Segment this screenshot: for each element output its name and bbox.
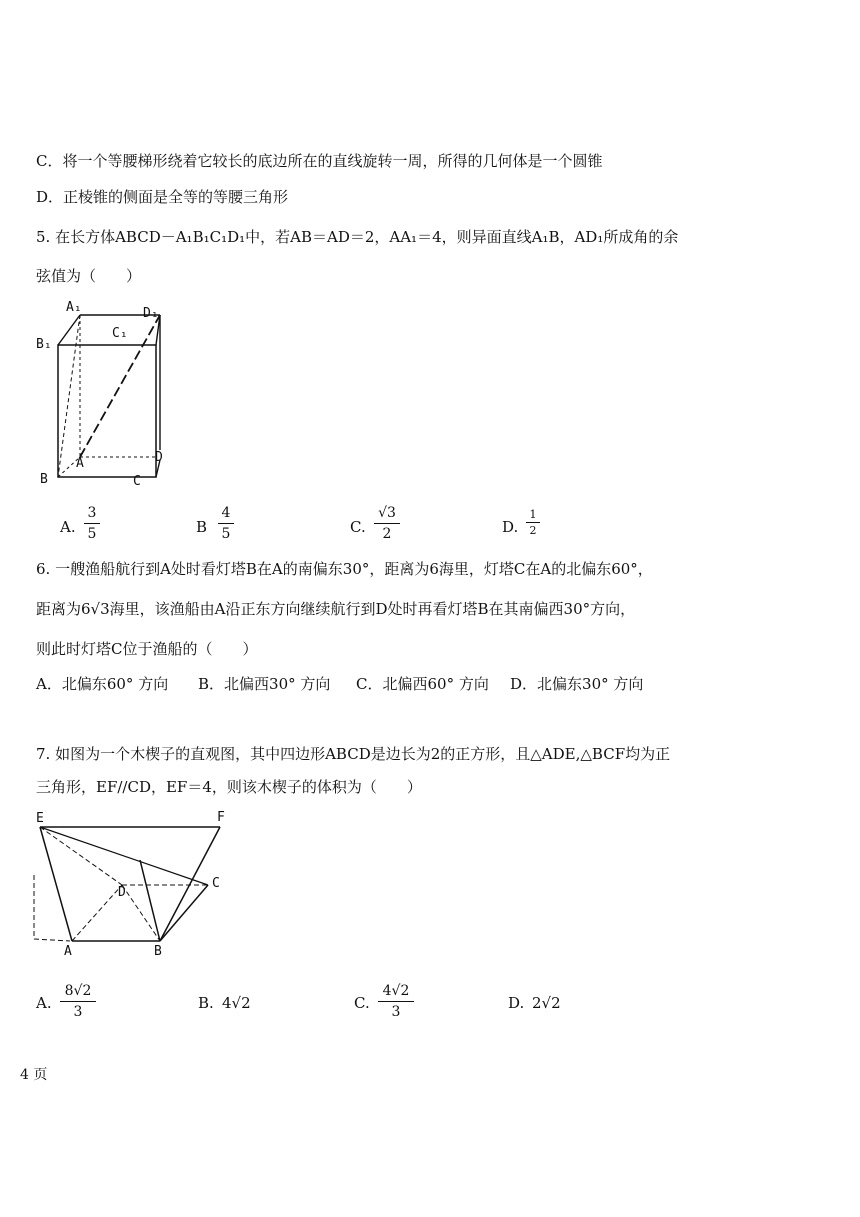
q6-stem-line1: 6. 一艘渔船航行到A处时看灯塔B在A的南偏东30°，距离为6海里，灯塔C在A的北偏东60°， [36,560,653,578]
q7-label-b: B [154,944,162,959]
q7-option-a-letter: A. [36,994,52,1012]
q7-label-e: E [36,811,44,826]
q5-option-c-fraction: √3 2 [374,504,400,543]
q7-option-a-fraction: 8√2 3 [60,982,96,1021]
page-number: 4 页 [20,1067,48,1083]
q7-option-c-letter: C. [354,994,370,1012]
q7-option-d-value: 2√2 [532,994,561,1012]
q5-stem-line1: 5. 在长方体ABCD－A₁B₁C₁D₁中，若AB＝AD＝2，AA₁＝4，则异面直线A₁B，AD₁所成角的余 [36,228,679,246]
q7-option-b-letter: B. [198,994,214,1012]
q5-label-d: D [155,450,163,465]
q5-label-a: A [76,456,84,471]
q6-option-c: C．北偏西60° 方向 [356,675,489,693]
q5-label-c1: C₁ [112,326,128,341]
q7-option-b-value: 4√2 [222,994,251,1012]
q5-option-a-fraction: 3 5 [84,504,100,543]
q7-stem-line2: 三角形，EF//CD，EF＝4，则该木楔子的体积为（ ） [36,778,422,796]
q7-label-f: F [217,810,225,825]
q6-option-a: A．北偏东60° 方向 [36,675,169,693]
q7-option-d-letter: D. [508,994,525,1012]
q6-option-b: B．北偏西30° 方向 [198,675,331,693]
q6-option-d: D．北偏东30° 方向 [510,675,644,693]
q5-option-d-letter: D. [502,518,519,536]
q4-option-d: D．正棱锥的侧面是全等的等腰三角形 [36,188,289,206]
q5-option-a-letter: A. [60,518,76,536]
q4-option-c: C．将一个等腰梯形绕着它较长的底边所在的直线旋转一周，所得的几何体是一个圆锥 [36,152,603,170]
q5-label-b1: B₁ [36,337,52,352]
q5-label-a1: A₁ [66,300,82,315]
q7-wedge-figure [30,815,240,955]
q5-option-b-fraction: 4 5 [218,504,234,543]
q5-option-b-letter: B [196,518,208,536]
q5-label-d1: D₁ [143,306,159,321]
q6-stem-line2: 距离为6√3海里，该渔船由A沿正东方向继续航行到D处时再看灯塔B在其南偏西30°方向， [36,600,636,618]
q7-option-c-fraction: 4√2 3 [378,982,414,1021]
q7-label-c: C [212,876,220,891]
q5-label-b: B [40,472,48,487]
q5-option-d-fraction: 1 2 [526,508,540,537]
q6-stem-line3: 则此时灯塔C位于渔船的（ ） [36,640,258,658]
q5-label-c: C [133,474,141,489]
q7-label-a: A [64,944,72,959]
q5-stem-line2: 弦值为（ ） [36,267,142,285]
q7-stem-line1: 7. 如图为一个木楔子的直观图，其中四边形ABCD是边长为2的正方形，且△ADE,△BCF均为正 [36,745,671,763]
q7-label-d: D [118,885,126,900]
q5-option-c-letter: C. [350,518,366,536]
